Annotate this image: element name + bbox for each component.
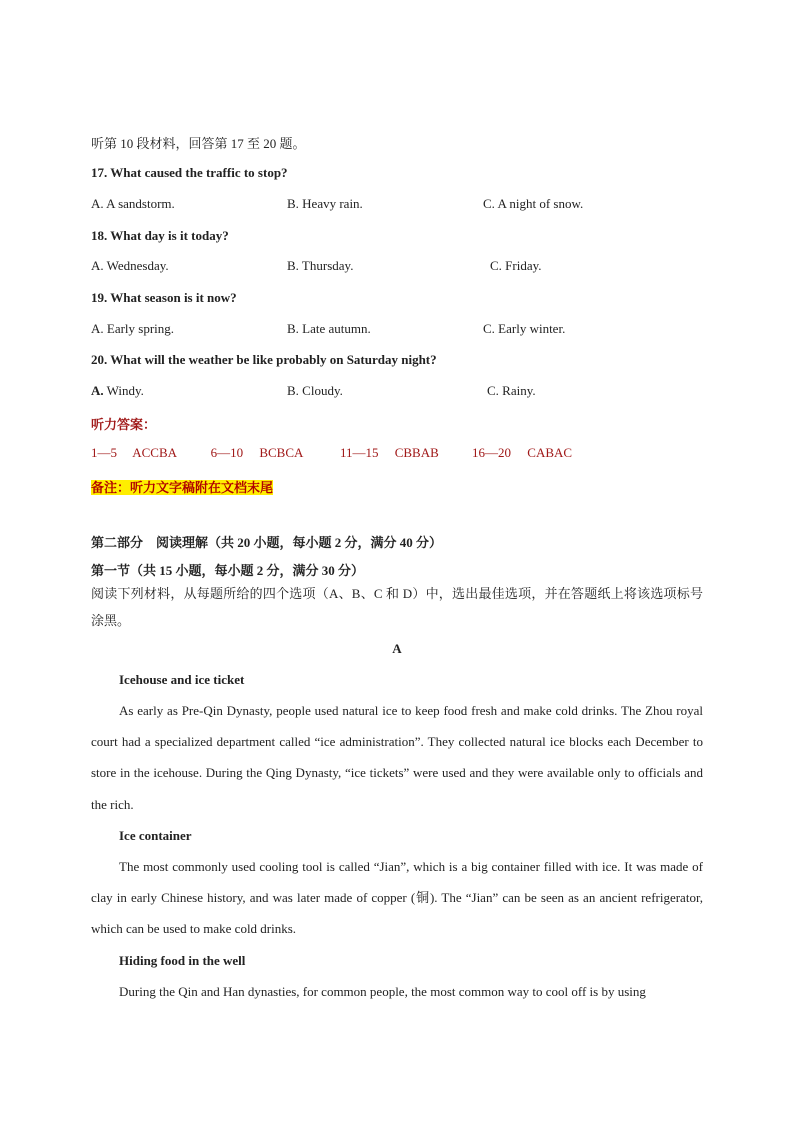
answer-key-4: CABAC: [527, 445, 573, 460]
paragraph-ice-container: The most commonly used cooling tool is called “Jian”, which is a big container filled with ice. It was made of clay in early Chinese history, and was later made of copper (铜). The “Jian” can be seen as an ancient refrigerator, which can be used to make cold drinks.: [91, 859, 703, 937]
listening-intro: 听第 10 段材料，回答第 17 至 20 题。: [91, 136, 306, 151]
section-title: 第一节（共 15 小题，每小题 2 分，满分 30 分）: [91, 563, 365, 578]
part-title: 第二部分 阅读理解（共 20 小题，每小题 2 分，满分 40 分）: [91, 535, 443, 550]
option-19-b: B. Late autumn.: [287, 321, 371, 336]
option-17-b: B. Heavy rain.: [287, 196, 363, 211]
answer-key-2: BCBCA: [259, 445, 303, 460]
question-19: 19. What season is it now?: [91, 290, 237, 305]
answer-range-4: 16—20: [472, 445, 512, 460]
option-20-a-letter: A.: [91, 383, 104, 398]
passage-letter: A: [392, 641, 402, 656]
answer-heading: 听力答案：: [91, 417, 157, 432]
option-20-b: B. Cloudy.: [287, 383, 343, 398]
question-18: 18. What day is it today?: [91, 228, 229, 243]
option-20-a-text: Windy.: [103, 383, 144, 398]
answer-key-row: [91, 445, 572, 461]
option-17-c: C. A night of snow.: [483, 196, 584, 211]
answer-key-3: CBBAB: [394, 445, 439, 460]
option-17-a: A. A sandstorm.: [91, 196, 175, 211]
option-18-b: B. Thursday.: [287, 258, 354, 273]
answer-range-3: 11—15: [339, 445, 379, 460]
option-18-c: C. Friday.: [490, 258, 542, 273]
reading-instructions: 阅读下列材料，从每题所给的四个选项（A、B、C 和 D）中，选出最佳选项，并在答题纸上将该选项标号涂黑。: [91, 586, 703, 628]
option-18-a: A. Wednesday.: [91, 258, 169, 273]
answer-key-1: ACCBA: [132, 445, 177, 460]
transcript-note-text: 备注：听力文字稿附在文档末尾: [91, 480, 274, 495]
option-20-c: C. Rainy.: [487, 383, 536, 398]
subheading-well: Hiding food in the well: [119, 953, 246, 968]
question-17: 17. What caused the traffic to stop?: [91, 165, 288, 180]
answer-range-1: 1—5: [91, 445, 117, 460]
paragraph-icehouse: As early as Pre-Qin Dynasty, people used natural ice to keep food fresh and make cold drinks. The Zhou royal court had a specialized department called “ice administration”. They collected natural ice blocks each December to store in the icehouse. During the Qing Dynasty, “ice tickets” were used and they were available only to officials and the rich.: [91, 703, 703, 812]
option-20-a: [91, 383, 144, 399]
option-19-a: A. Early spring.: [91, 321, 175, 336]
transcript-note: [91, 477, 273, 496]
answer-range-2: 6—10: [210, 445, 244, 460]
subheading-icehouse: Icehouse and ice ticket: [119, 672, 245, 687]
paragraph-well: During the Qin and Han dynasties, for common people, the most common way to cool off is by using: [119, 984, 646, 999]
subheading-ice-container: Ice container: [119, 828, 192, 843]
option-19-c: C. Early winter.: [483, 321, 566, 336]
question-20: 20. What will the weather be like probably on Saturday night?: [91, 352, 437, 367]
